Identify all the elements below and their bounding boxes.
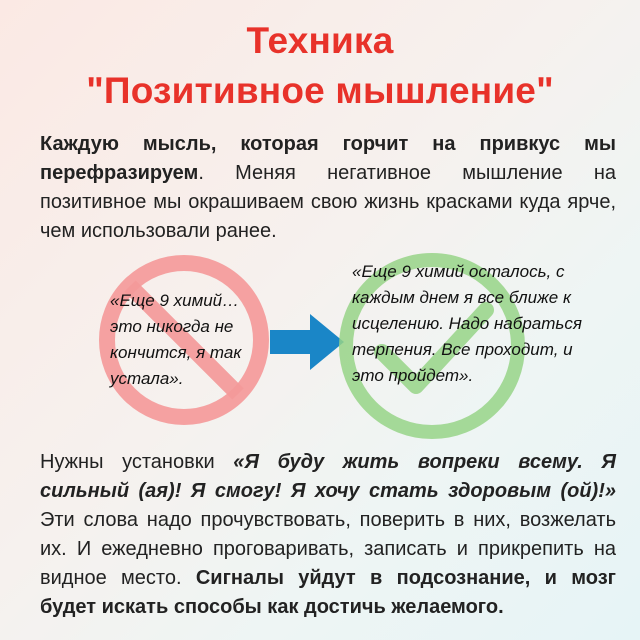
intro-bold-text: Каждую мысль, которая горчит на привкус мы перефразируем [40,133,616,184]
bottom-paragraph [40,448,616,622]
bottom-bold-text: Сигналы уйдут в подсознание, и мозг будет искать способы как достичь желаемого. [40,567,616,618]
intro-paragraph [40,130,616,246]
intro-text: . Меняя негативное мышление на позитивное мы окрашиваем свою жизнь красками куда ярче, чем использовали ранее. [40,162,616,242]
bottom-text-2: Эти слова надо прочувствовать, поверить в них, возжелать их. И ежедневно проговаривать, записать и прикрепить на видное место. [40,509,616,589]
affirmation-text: «Я буду жить вопреки всему. Я сильный (ая)! Я смогу! Я хочу стать здоровым (ой)!» [40,451,616,502]
bottom-text-1: Нужны установки [40,451,234,473]
page-title-line-1: Техника [246,20,394,61]
negative-quote: «Еще 9 химий… это никогда не кончится, я так устала». [110,291,242,388]
positive-quote: «Еще 9 химий осталось, с каждым днем я все ближе к исцелению. Надо набраться терпения. Все проходит, и это пройдет». [352,262,582,385]
page-title-line-2: "Позитивное мышление" [86,70,554,111]
